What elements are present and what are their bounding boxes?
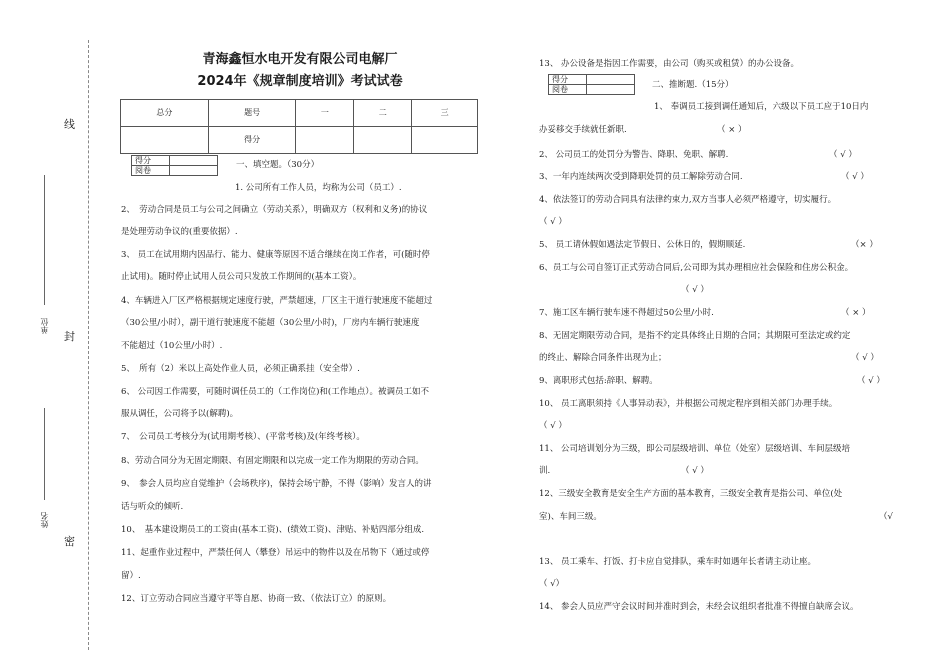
exam-title-name: 2024年《规章制度培训》考试试卷 (197, 74, 403, 89)
grader-table-section2 (548, 74, 635, 95)
judge-answer: （ √） (539, 579, 565, 589)
question-line: 9、 参会人员均应自觉维护（会场秩序)，保持会场宁静，不得（影响）发言人的讲 (121, 479, 432, 489)
judge-line: 4、依法签订的劳动合同具有法律约束力,双方当事人必须严格遵守，切实履行。 (539, 195, 837, 205)
score-cell-2: 二 (354, 100, 412, 127)
section1-title: 一、填空题。（30分） (236, 160, 320, 170)
grader-review-label: 阅卷 (549, 85, 587, 95)
grader-table-section1 (131, 155, 218, 176)
binding-char-mi: 密 (64, 535, 75, 548)
question-line: 留）. (121, 571, 141, 581)
judge-line: 的终止、解除合同条件出现为止； （ √ ） (539, 347, 899, 369)
score-cell-total: 总分 (121, 100, 209, 127)
score-cell-1: 一 (296, 100, 354, 127)
unit-label: 单位 (40, 318, 49, 334)
question-line: 1. 公司所有工作人员，均称为公司（员工）. (235, 183, 402, 193)
grader-score-value[interactable] (587, 75, 635, 85)
judge-line: 2、 公司员工的处罚分为警告、降职、免职、解聘. （ √ ） (539, 144, 899, 166)
score-value-2[interactable] (354, 127, 412, 154)
judge-line: 3、一年内连续两次受到降职处罚的员工解除劳动合同. （ √ ） (539, 166, 899, 188)
grader-review-value[interactable] (587, 85, 635, 95)
judge-line: 5、 员工请休假如遇法定节假日、公休日的，假期顺延. （× ） (539, 234, 899, 256)
question-line: 3、 员工在试用期内因品行、能力、健康等原因不适合继续在岗工作者，可(随时停 (121, 250, 430, 260)
judge-line: 1、 奉调员工接到调任通知后，六级以下员工应于10日内 (654, 102, 869, 112)
judge-answer: （ √ ） (681, 285, 709, 295)
question-line: 10、 基本建设期员工的工资由(基本工资)、(绩效工资)、津贴、补贴四部分组成. (121, 525, 425, 535)
judge-line: 7、施工区车辆行驶车速不得超过50公里/小时. （ × ） (539, 302, 899, 324)
judge-answer: （ √ ） (829, 150, 857, 160)
grader-score-value[interactable] (170, 156, 218, 166)
unit-field-line (44, 175, 45, 305)
score-total-value[interactable] (121, 127, 209, 154)
name-label: 姓名 (40, 512, 49, 528)
question-line: 2、 劳动合同是员工与公司之间确立（劳动关系），明确双方（权利和义务)的协议 (121, 205, 428, 215)
judge-line: 14、 参会人员应严守会议时间并准时到会，未经会议组织者批准不得擅自缺席会议。 (539, 602, 859, 612)
question-line: 5、 所有（2）米以上高处作业人员，必须正确系挂（安全带）. (121, 364, 360, 374)
judge-answer: （× ） (851, 240, 878, 250)
question-13-fill: 13、 办公设备是指因工作需要，由公司（购买或租赁）的办公设备。 (539, 59, 800, 69)
judge-answer: （ √ ） (681, 466, 709, 476)
judge-line: 训. （ √ ） (539, 460, 899, 482)
binding-margin (0, 0, 95, 671)
question-line: 话与听众的倾听. (121, 502, 184, 512)
judge-answer: （ √ ） (851, 353, 879, 363)
judge-line: 10、 员工离职须持《人事异动表》，并根据公司规定程序到相关部门办理手续。 (539, 399, 838, 409)
judge-answer: （ √ ） (539, 421, 567, 431)
question-line: 止试用)。随时停止试用人员公司只发放工作期间的(基本工资）。 (121, 272, 362, 282)
score-cell-3: 三 (412, 100, 478, 127)
judge-line: 11、 公司培训划分为三级，即公司层级培训、单位（处室）层级培训、车间层级培 (539, 444, 851, 454)
section2-title: 二、推断题.（15分） (652, 80, 734, 90)
binding-char-feng: 封 (64, 330, 75, 343)
binding-char-xian: 线 (64, 118, 75, 131)
judge-answer: （ × ） (841, 308, 871, 318)
judge-line: 办妥移交手续就任新职. （ × ） (539, 119, 899, 141)
question-line: 11、起重作业过程中，严禁任何人（攀登）吊运中的物件以及在吊物下（通过或停 (121, 548, 430, 558)
score-value-1[interactable] (296, 127, 354, 154)
grader-review-value[interactable] (170, 166, 218, 176)
question-line: 8、劳动合同分为无固定期限、有固定期限和以完成一定工作为期限的劳动合同。 (121, 456, 424, 466)
judge-answer: （ √ ） (539, 217, 567, 227)
judge-answer: （√ (879, 512, 893, 522)
exam-title-company: 青海鑫恒水电开发有限公司电解厂 (202, 52, 398, 67)
question-line: 不能超过（10公里/小时）. (121, 341, 223, 351)
grader-score-label: 得分 (549, 75, 587, 85)
question-line: 12、订立劳动合同应当遵守平等自愿、协商一致、（依法订立）的原则。 (121, 594, 392, 604)
judge-answer: （ √ ） (857, 376, 885, 386)
grader-score-label: 得分 (132, 156, 170, 166)
question-line: 6、 公司因工作需要，可随时调任员工的（工作岗位)和(工作地点）。被调员工如不 (121, 387, 429, 397)
judge-line: 室)、车间三级。 （√ (539, 506, 899, 528)
name-field-line (44, 408, 45, 500)
judge-line: 6、员工与公司自签订正式劳动合同后,公司即为其办理相应社会保险和住房公积金。 (539, 263, 854, 273)
score-table (120, 99, 478, 154)
question-line: 是处理劳动争议的(重要依据）. (121, 227, 238, 237)
judge-line: 13、 员工乘车、打饭、打卡应自觉排队，乘车时如遇年长者请主动让座。 (539, 557, 817, 567)
judge-line: 9、离职形式包括:辞职、解聘。 （ √ ） (539, 370, 899, 392)
question-line: 服从调任，公司将予以(解聘)。 (121, 409, 239, 419)
judge-line: 12、三级安全教育是安全生产方面的基本教育，三级安全教育是指公司、单位(处 (539, 489, 843, 499)
score-cell-qno: 题号 (208, 100, 296, 127)
judge-answer: （ × ） (717, 125, 747, 135)
question-line: 4、车辆进入厂区严格根据规定速度行驶，严禁超速，厂区主干道行驶速度不能超过 (121, 296, 433, 306)
question-line: （30公里/小时），副干道行驶速度不能超（30公里/小时)，厂房内车辆行驶速度 (121, 318, 420, 328)
question-line: 7、 公司员工考核分为(试用期考核）、(平常考核)及(年终考核）。 (121, 432, 365, 442)
binding-dashed-line (88, 40, 89, 650)
score-value-3[interactable] (412, 127, 478, 154)
score-row-label: 得分 (208, 127, 296, 154)
judge-answer: （ √ ） (841, 172, 869, 182)
judge-line: 8、无固定期限劳动合同，是指不约定具体终止日期的合同；其期限可至法定或约定 (539, 331, 851, 341)
grader-review-label: 阅卷 (132, 166, 170, 176)
